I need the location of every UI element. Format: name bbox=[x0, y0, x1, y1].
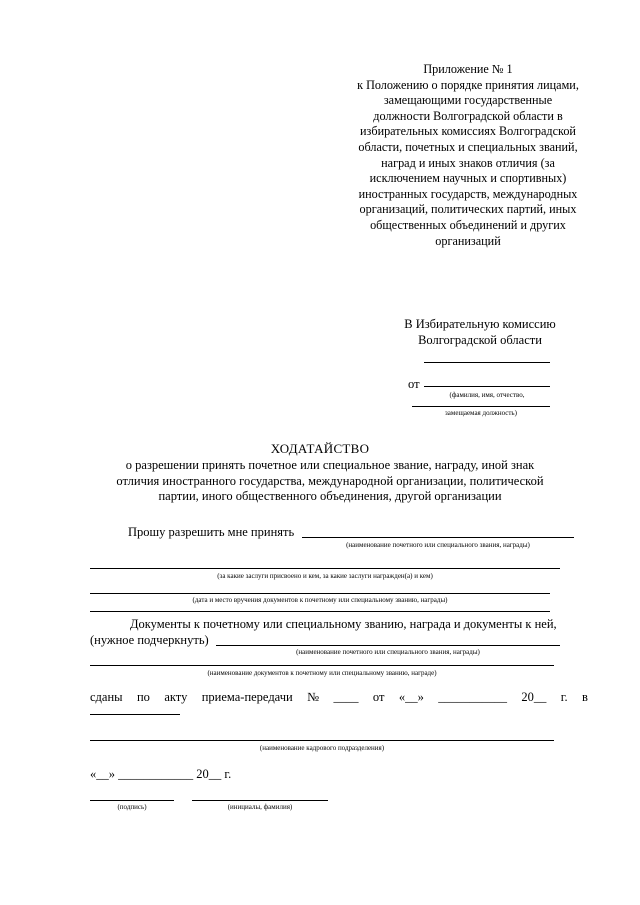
caption-initials: (инициалы, фамилия) bbox=[227, 803, 293, 811]
subtitle-line: отличия иностранного государства, международной организации, политической bbox=[116, 473, 544, 488]
appendix-line: исключением научных и спортивных) bbox=[369, 171, 567, 186]
handover-word: по bbox=[136, 690, 150, 704]
year-blank[interactable]: 20__ bbox=[521, 690, 547, 704]
signature-line[interactable] bbox=[90, 800, 174, 801]
handover-word: приема-передачи bbox=[201, 690, 293, 704]
document-subtitle bbox=[110, 458, 550, 505]
caption-docs: (наименование документов к почетному или специальному званию, награде) bbox=[207, 669, 437, 677]
initials-line[interactable] bbox=[192, 800, 328, 801]
handover-word: акту bbox=[164, 690, 188, 704]
appendix-line: организаций bbox=[435, 233, 501, 248]
handover-word: от bbox=[372, 690, 385, 704]
handover-word: сданы bbox=[90, 690, 123, 704]
documents-line-2: (нужное подчеркнуть) bbox=[90, 633, 209, 647]
day-blank[interactable]: «__» bbox=[398, 690, 424, 704]
date-line[interactable]: «__» ____________ 20__ г. bbox=[90, 767, 232, 781]
blank-line-position[interactable] bbox=[412, 406, 550, 407]
blank-line-applicant[interactable] bbox=[424, 386, 550, 387]
addressee-block bbox=[390, 316, 570, 348]
blank-line-merit[interactable] bbox=[90, 568, 560, 569]
act-number-blank[interactable]: ____ bbox=[333, 690, 359, 704]
subtitle-line: партии, иного общественного объединения, другой организации bbox=[158, 489, 502, 503]
from-label: от bbox=[408, 377, 420, 391]
caption-signature: (подпись) bbox=[117, 803, 147, 811]
appendix-line: наград и иных знаков отличия (за bbox=[381, 155, 555, 170]
appendix-line: должности Волгоградской области в bbox=[373, 108, 563, 123]
handover-row bbox=[90, 690, 588, 705]
appendix-line: общественных объединений и других bbox=[370, 217, 566, 232]
caption-award: (наименование почетного или специального звания, награды) bbox=[346, 541, 530, 549]
handover-word: г. bbox=[560, 690, 568, 704]
appendix-line: иностранных государств, международных bbox=[358, 186, 578, 201]
subtitle-line: о разрешении принять почетное или специальное звание, награду, иной знак bbox=[125, 458, 535, 472]
handover-word: № bbox=[307, 690, 320, 704]
appendix-line: избирательных комиссиях Волгоградской bbox=[360, 124, 576, 139]
month-blank[interactable]: ___________ bbox=[438, 690, 507, 704]
blank-line[interactable] bbox=[424, 362, 550, 363]
blank-line-date[interactable] bbox=[90, 593, 550, 594]
documents-line-1: Документы к почетному или специальному званию, награда и документы к ней, bbox=[130, 617, 557, 631]
document-title: ХОДАТАЙСТВО bbox=[270, 441, 370, 456]
caption-dept: (наименование кадрового подразделения) bbox=[259, 744, 385, 752]
addressee-line-2: Волгоградской области bbox=[418, 333, 542, 347]
appendix-line: области, почетных и специальных званий, bbox=[358, 139, 578, 154]
appendix-line: к Положению о порядке принятия лицами, bbox=[357, 77, 579, 92]
appendix-line: замещающими государственные bbox=[383, 93, 553, 108]
appendix-header bbox=[330, 62, 606, 249]
request-text: Прошу разрешить мне принять bbox=[128, 525, 295, 539]
caption-merit: (за какие заслуги присвоено и кем, за какие заслуги награжден(а) и кем) bbox=[217, 572, 433, 580]
appendix-line: Приложение № 1 bbox=[423, 62, 513, 76]
caption-doc-award: (наименование почетного или специального звания, награды) bbox=[296, 648, 480, 656]
appendix-line: организаций, политических партий, иных bbox=[359, 202, 577, 217]
addressee-line-1: В Избирательную комиссию bbox=[404, 317, 556, 331]
blank-line-doc-award[interactable] bbox=[216, 645, 560, 646]
caption-name: (фамилия, имя, отчество, bbox=[449, 391, 525, 399]
blank-line-extra[interactable] bbox=[90, 611, 550, 612]
blank-line-docs[interactable] bbox=[90, 665, 554, 666]
blank-line-dept[interactable] bbox=[90, 740, 554, 741]
caption-position: замещаемая должность) bbox=[445, 409, 517, 417]
blank-line-award[interactable] bbox=[302, 537, 574, 538]
blank-line-dept-start[interactable] bbox=[90, 714, 180, 715]
handover-word: в bbox=[582, 690, 588, 704]
caption-date: (дата и место вручения документов к почетному или специальному званию, награды) bbox=[192, 596, 448, 604]
